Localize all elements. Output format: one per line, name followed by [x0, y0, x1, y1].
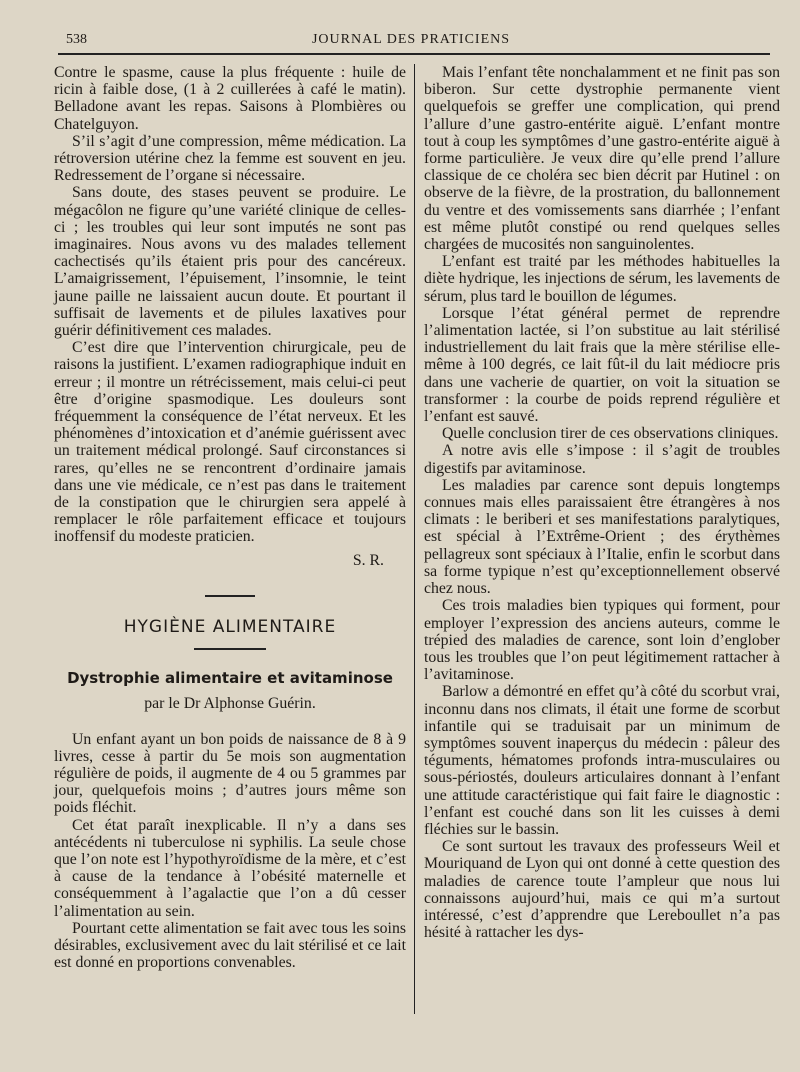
- paragraph: Un enfant ayant un bon poids de naissance de 8 à 9 livres, cesse à partir du 5e mois son augmentation régulière de poids, il augmente de 4 ou 5 grammes par jour, quelquefois moins ; d’autres jours même son poids fléchit.: [54, 730, 406, 817]
- paragraph: Sans doute, des stases peuvent se produire. Le mégacôlon ne figure qu’une variété clinique de celles-ci ; les troubles qui leur sont imputés ne sont pas imaginaires. Nous avons vu des malades tellement cachectisés qu’ils étaient pris pour des cancéreux. L’amaigrissement, l’épuisement, l’insomnie, le teint jaune paille ne laissaient aucun doute. Et pourtant il suffisait de lavements et de pilules laxatives pour guérir définitivement ces malades.: [54, 184, 406, 340]
- column-divider: [414, 64, 415, 1014]
- paragraph: Ces trois maladies bien typiques qui forment, pour employer l’expression des anciens auteurs, comme le trépied des maladies de carence, sont loin d’englober tous les troubles que l’on peut légitimement rattacher à l’avitaminose.: [424, 597, 780, 684]
- paragraph: Lorsque l’état général permet de reprendre l’alimentation lactée, si l’on substitue au lait stérilisé industriellement du lait frais que la mère stérilise elle-même à 100 degrés, ce lait fût-il du lait médiocre pris dans une vacherie de quartier, on voit la situation se transformer : la courbe de poids reprend régulière et l’enfant est sauvé.: [424, 304, 780, 426]
- right-column: [424, 64, 780, 941]
- paragraph: Ce sont surtout les travaux des professeurs Weil et Mouriquand de Lyon qui ont donné à cette question des maladies de carence toute l’ampleur que nous lui connaissons aujourd’hui, mais ce qui m’a surtout intéressé, c’est d’apprendre que Lereboullet n’a pas hésité à rattacher les dys-: [424, 838, 780, 942]
- paragraph: S’il s’agit d’une compression, même médication. La rétroversion utérine chez la femme est souvent en jeu. Redressement de l’organe si nécessaire.: [54, 132, 406, 185]
- page-header: [52, 30, 770, 52]
- article-author: par le Dr Alphonse Guérin.: [144, 695, 316, 713]
- signature: S. R.: [352, 551, 384, 569]
- section-divider: [205, 595, 255, 597]
- paragraph: Barlow a démontré en effet qu’à côté du scorbut vrai, inconnu dans nos climats, il était une forme de scorbut infantile qui se traduisait par un minimum de symptômes souvent inaperçus du médecin : pâleur des téguments, hématomes profonds intra-musculaires ou sous-périostés, douleurs articulaires donnant à l’enfant une attitude caractéristique qui fait faire le diagnostic : l’enfant est couché dans son lit les cuisses à demi fléchies sur le bassin.: [424, 683, 780, 838]
- paragraph: A notre avis elle s’impose : il s’agit de troubles digestifs par avitaminose.: [424, 442, 780, 477]
- journal-title: JOURNAL DES PRATICIENS: [311, 32, 511, 47]
- paragraph: Cet état paraît inexplicable. Il n’y a dans ses antécédents ni tuberculose ni syphilis. La seule chose que l’on note est l’hypothyroïdisme de la mère, et c’est à cause de la tendance à l’obésité maternelle et conséquemment à l’agalactie que l’on a dû cesser l’alimentation au sein.: [54, 816, 406, 920]
- paragraph: Quelle conclusion tirer de ces observations cliniques.: [442, 425, 779, 443]
- section-underline: [194, 648, 266, 650]
- header-rule: [58, 53, 770, 55]
- left-column: [54, 64, 406, 971]
- page-number: 538: [66, 32, 87, 47]
- paragraph: Les maladies par carence sont depuis longtemps connues mais elles paraissaient être étrangères à nos climats : le beriberi et ses manifestations paralytiques, est spécial à l’Extrême-Orient ; des érythèmes pellagreux sont spéciaux à l’Italie, enfin le scorbut dans sa forme typique n’est qu’exceptionnellement observé chez nous.: [424, 476, 780, 598]
- paragraph: C’est dire que l’intervention chirurgicale, peu de raisons la justifient. L’examen radiographique induit en erreur ; il montre un rétrécissement, mais celui-ci peut être d’origine spasmodique. Les douleurs sont fréquemment la conséquence de l’état nerveux. Et les phénomènes d’intoxication et d’anémie guérissent avec un traitement médical prolongé. Sauf circonstances si rares, qu’elles ne se rencontrent d’ordinaire jamais dans une vie médicale, ce n’est pas dans le traitement de la constipation que le chirurgien sera appelé à remplacer le rôle parfaitement efficace et toujours inoffensif du modeste praticien.: [54, 339, 406, 546]
- paragraph: Mais l’enfant tête nonchalamment et ne finit pas son biberon. Sur cette dystrophie permanente vient quelquefois se greffer une complication, qui prend l’allure d’une gastro-entérite aiguë. L’enfant montre tout à coup les symptômes d’une gastro-entérite aiguë à forme particulière. Je veux dire qu’elle prend l’allure classique de ce choléra sec bien décrit par Hutinel : on observe de la fièvre, de la prostration, du ballonnement du ventre et des vomissements sans diarrhée ; l’enfant est même plutôt constipé ou rend quelques selles chargées de mucosités non sanguinolentes.: [424, 64, 780, 254]
- article-title: Dystrophie alimentaire et avitaminose: [67, 669, 393, 688]
- paragraph: Contre le spasme, cause la plus fréquente : huile de ricin à faible dose, (1 à 2 cuillerées à café le matin). Belladone avant les repas. Saisons à Plombières ou Chatelguyon.: [54, 64, 406, 133]
- paragraph: L’enfant est traité par les méthodes habituelles la diète hydrique, les injections de sérum, les lavements de sérum, plus tard le bouillon de légumes.: [424, 253, 780, 305]
- section-title: HYGIÈNE ALIMENTAIRE: [123, 616, 337, 637]
- paragraph: Pourtant cette alimentation se fait avec tous les soins désirables, exclusivement avec du lait stérilisé et ce lait est donné en proportions convenables.: [54, 919, 406, 972]
